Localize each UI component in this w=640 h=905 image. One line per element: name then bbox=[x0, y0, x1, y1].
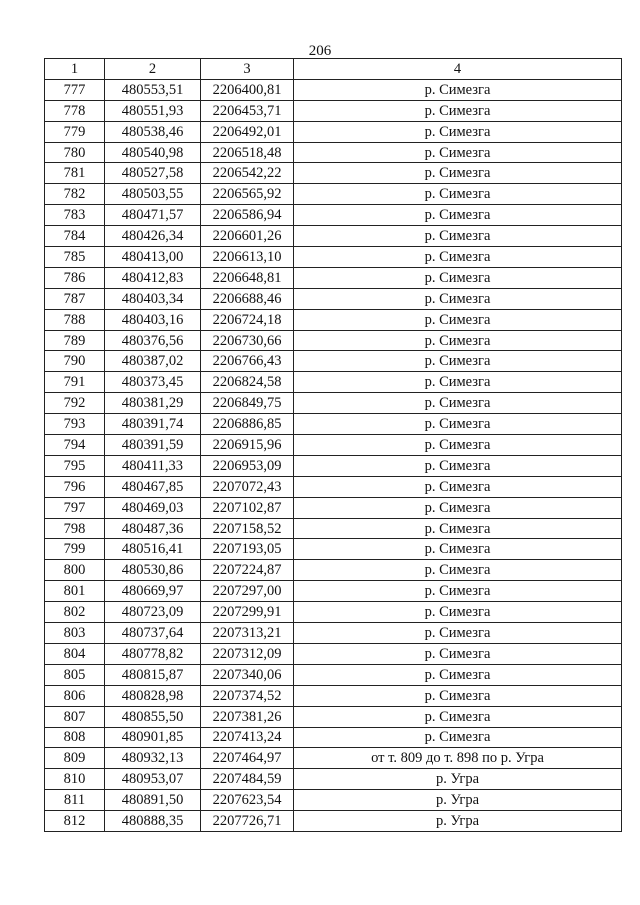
description-cell: р. Симезга bbox=[294, 685, 622, 706]
x-coordinate-cell: 480901,85 bbox=[105, 727, 201, 748]
description-cell: р. Симезга bbox=[294, 184, 622, 205]
point-number-cell: 783 bbox=[45, 205, 105, 226]
table-row bbox=[45, 372, 622, 393]
x-coordinate-cell: 480778,82 bbox=[105, 643, 201, 664]
y-coordinate-cell: 2207623,54 bbox=[201, 790, 294, 811]
point-number-cell: 803 bbox=[45, 623, 105, 644]
table-row bbox=[45, 518, 622, 539]
point-number-cell: 792 bbox=[45, 393, 105, 414]
y-coordinate-cell: 2207413,24 bbox=[201, 727, 294, 748]
table-row bbox=[45, 163, 622, 184]
point-number-cell: 786 bbox=[45, 267, 105, 288]
point-number-cell: 797 bbox=[45, 497, 105, 518]
table-row bbox=[45, 205, 622, 226]
x-coordinate-cell: 480669,97 bbox=[105, 581, 201, 602]
page-number: 206 bbox=[308, 43, 332, 59]
x-coordinate-cell: 480391,74 bbox=[105, 414, 201, 435]
x-coordinate-cell: 480411,33 bbox=[105, 455, 201, 476]
table-row bbox=[45, 664, 622, 685]
description-cell: р. Симезга bbox=[294, 435, 622, 456]
table-row bbox=[45, 602, 622, 623]
point-number-cell: 787 bbox=[45, 288, 105, 309]
table-row bbox=[45, 643, 622, 664]
y-coordinate-cell: 2206953,09 bbox=[201, 455, 294, 476]
description-cell: от т. 809 до т. 898 по р. Угра bbox=[294, 748, 622, 769]
y-coordinate-cell: 2207340,06 bbox=[201, 664, 294, 685]
x-coordinate-cell: 480551,93 bbox=[105, 100, 201, 121]
y-coordinate-cell: 2206849,75 bbox=[201, 393, 294, 414]
table-row bbox=[45, 435, 622, 456]
point-number-cell: 789 bbox=[45, 330, 105, 351]
table-row bbox=[45, 790, 622, 811]
y-coordinate-cell: 2206586,94 bbox=[201, 205, 294, 226]
y-coordinate-cell: 2206730,66 bbox=[201, 330, 294, 351]
description-cell: р. Симезга bbox=[294, 727, 622, 748]
table-row bbox=[45, 226, 622, 247]
table-body bbox=[45, 79, 622, 831]
description-cell: р. Симезга bbox=[294, 226, 622, 247]
table-header bbox=[45, 59, 622, 80]
y-coordinate-cell: 2207484,59 bbox=[201, 769, 294, 790]
description-cell: р. Симезга bbox=[294, 393, 622, 414]
point-number-cell: 795 bbox=[45, 455, 105, 476]
description-cell: р. Угра bbox=[294, 811, 622, 832]
y-coordinate-cell: 2207726,71 bbox=[201, 811, 294, 832]
point-number-cell: 788 bbox=[45, 309, 105, 330]
point-number-cell: 796 bbox=[45, 476, 105, 497]
description-cell: р. Симезга bbox=[294, 539, 622, 560]
point-number-cell: 785 bbox=[45, 247, 105, 268]
x-coordinate-cell: 480891,50 bbox=[105, 790, 201, 811]
point-number-cell: 800 bbox=[45, 560, 105, 581]
y-coordinate-cell: 2206688,46 bbox=[201, 288, 294, 309]
description-cell: р. Симезга bbox=[294, 267, 622, 288]
x-coordinate-cell: 480932,13 bbox=[105, 748, 201, 769]
y-coordinate-cell: 2207299,91 bbox=[201, 602, 294, 623]
x-coordinate-cell: 480467,85 bbox=[105, 476, 201, 497]
point-number-cell: 798 bbox=[45, 518, 105, 539]
description-cell: р. Симезга bbox=[294, 497, 622, 518]
description-cell: р. Симезга bbox=[294, 205, 622, 226]
x-coordinate-cell: 480737,64 bbox=[105, 623, 201, 644]
x-coordinate-cell: 480888,35 bbox=[105, 811, 201, 832]
point-number-cell: 804 bbox=[45, 643, 105, 664]
description-cell: р. Угра bbox=[294, 790, 622, 811]
point-number-cell: 806 bbox=[45, 685, 105, 706]
point-number-cell: 801 bbox=[45, 581, 105, 602]
table-row bbox=[45, 288, 622, 309]
description-cell: р. Симезга bbox=[294, 455, 622, 476]
table-row bbox=[45, 351, 622, 372]
x-coordinate-cell: 480855,50 bbox=[105, 706, 201, 727]
table-row bbox=[45, 685, 622, 706]
y-coordinate-cell: 2207381,26 bbox=[201, 706, 294, 727]
x-coordinate-cell: 480487,36 bbox=[105, 518, 201, 539]
point-number-cell: 810 bbox=[45, 769, 105, 790]
x-coordinate-cell: 480723,09 bbox=[105, 602, 201, 623]
header-point-number: 1 bbox=[45, 59, 105, 80]
description-cell: р. Симезга bbox=[294, 288, 622, 309]
y-coordinate-cell: 2207102,87 bbox=[201, 497, 294, 518]
y-coordinate-cell: 2206518,48 bbox=[201, 142, 294, 163]
point-number-cell: 799 bbox=[45, 539, 105, 560]
point-number-cell: 811 bbox=[45, 790, 105, 811]
x-coordinate-cell: 480387,02 bbox=[105, 351, 201, 372]
table-row bbox=[45, 497, 622, 518]
table-row bbox=[45, 623, 622, 644]
y-coordinate-cell: 2207464,97 bbox=[201, 748, 294, 769]
x-coordinate-cell: 480527,58 bbox=[105, 163, 201, 184]
x-coordinate-cell: 480403,16 bbox=[105, 309, 201, 330]
x-coordinate-cell: 480376,56 bbox=[105, 330, 201, 351]
y-coordinate-cell: 2207158,52 bbox=[201, 518, 294, 539]
table-row bbox=[45, 330, 622, 351]
coordinates-table bbox=[44, 58, 622, 832]
point-number-cell: 777 bbox=[45, 79, 105, 100]
x-coordinate-cell: 480426,34 bbox=[105, 226, 201, 247]
point-number-cell: 790 bbox=[45, 351, 105, 372]
table-row bbox=[45, 539, 622, 560]
x-coordinate-cell: 480373,45 bbox=[105, 372, 201, 393]
table-row bbox=[45, 267, 622, 288]
table-row bbox=[45, 142, 622, 163]
description-cell: р. Симезга bbox=[294, 100, 622, 121]
y-coordinate-cell: 2206766,43 bbox=[201, 351, 294, 372]
x-coordinate-cell: 480953,07 bbox=[105, 769, 201, 790]
table-row bbox=[45, 476, 622, 497]
x-coordinate-cell: 480391,59 bbox=[105, 435, 201, 456]
header-row bbox=[45, 59, 622, 80]
point-number-cell: 782 bbox=[45, 184, 105, 205]
description-cell: р. Симезга bbox=[294, 142, 622, 163]
description-cell: р. Симезга bbox=[294, 643, 622, 664]
x-coordinate-cell: 480516,41 bbox=[105, 539, 201, 560]
header-description: 4 bbox=[294, 59, 622, 80]
description-cell: р. Угра bbox=[294, 769, 622, 790]
y-coordinate-cell: 2206400,81 bbox=[201, 79, 294, 100]
description-cell: р. Симезга bbox=[294, 518, 622, 539]
y-coordinate-cell: 2207072,43 bbox=[201, 476, 294, 497]
x-coordinate-cell: 480413,00 bbox=[105, 247, 201, 268]
x-coordinate-cell: 480530,86 bbox=[105, 560, 201, 581]
y-coordinate-cell: 2206886,85 bbox=[201, 414, 294, 435]
y-coordinate-cell: 2206601,26 bbox=[201, 226, 294, 247]
x-coordinate-cell: 480469,03 bbox=[105, 497, 201, 518]
y-coordinate-cell: 2207312,09 bbox=[201, 643, 294, 664]
table-row bbox=[45, 393, 622, 414]
table-row bbox=[45, 560, 622, 581]
x-coordinate-cell: 480471,57 bbox=[105, 205, 201, 226]
x-coordinate-cell: 480503,55 bbox=[105, 184, 201, 205]
table-row bbox=[45, 247, 622, 268]
table-row bbox=[45, 414, 622, 435]
description-cell: р. Симезга bbox=[294, 706, 622, 727]
description-cell: р. Симезга bbox=[294, 602, 622, 623]
description-cell: р. Симезга bbox=[294, 372, 622, 393]
description-cell: р. Симезга bbox=[294, 309, 622, 330]
description-cell: р. Симезга bbox=[294, 623, 622, 644]
description-cell: р. Симезга bbox=[294, 664, 622, 685]
description-cell: р. Симезга bbox=[294, 121, 622, 142]
table-row bbox=[45, 455, 622, 476]
description-cell: р. Симезга bbox=[294, 247, 622, 268]
point-number-cell: 778 bbox=[45, 100, 105, 121]
point-number-cell: 808 bbox=[45, 727, 105, 748]
point-number-cell: 781 bbox=[45, 163, 105, 184]
description-cell: р. Симезга bbox=[294, 476, 622, 497]
y-coordinate-cell: 2206824,58 bbox=[201, 372, 294, 393]
point-number-cell: 809 bbox=[45, 748, 105, 769]
x-coordinate-cell: 480412,83 bbox=[105, 267, 201, 288]
x-coordinate-cell: 480538,46 bbox=[105, 121, 201, 142]
description-cell: р. Симезга bbox=[294, 414, 622, 435]
table-row bbox=[45, 769, 622, 790]
point-number-cell: 791 bbox=[45, 372, 105, 393]
description-cell: р. Симезга bbox=[294, 351, 622, 372]
description-cell: р. Симезга bbox=[294, 581, 622, 602]
x-coordinate-cell: 480815,87 bbox=[105, 664, 201, 685]
x-coordinate-cell: 480553,51 bbox=[105, 79, 201, 100]
point-number-cell: 794 bbox=[45, 435, 105, 456]
table-row bbox=[45, 811, 622, 832]
point-number-cell: 779 bbox=[45, 121, 105, 142]
point-number-cell: 793 bbox=[45, 414, 105, 435]
y-coordinate-cell: 2206492,01 bbox=[201, 121, 294, 142]
description-cell: р. Симезга bbox=[294, 163, 622, 184]
header-x-coordinate: 2 bbox=[105, 59, 201, 80]
y-coordinate-cell: 2206915,96 bbox=[201, 435, 294, 456]
y-coordinate-cell: 2207374,52 bbox=[201, 685, 294, 706]
y-coordinate-cell: 2206648,81 bbox=[201, 267, 294, 288]
y-coordinate-cell: 2207193,05 bbox=[201, 539, 294, 560]
y-coordinate-cell: 2206724,18 bbox=[201, 309, 294, 330]
table-row bbox=[45, 100, 622, 121]
y-coordinate-cell: 2206565,92 bbox=[201, 184, 294, 205]
table-row bbox=[45, 79, 622, 100]
point-number-cell: 812 bbox=[45, 811, 105, 832]
y-coordinate-cell: 2207297,00 bbox=[201, 581, 294, 602]
header-y-coordinate: 3 bbox=[201, 59, 294, 80]
description-cell: р. Симезга bbox=[294, 560, 622, 581]
table-row bbox=[45, 121, 622, 142]
description-cell: р. Симезга bbox=[294, 79, 622, 100]
table-row bbox=[45, 706, 622, 727]
table-row bbox=[45, 581, 622, 602]
description-cell: р. Симезга bbox=[294, 330, 622, 351]
point-number-cell: 805 bbox=[45, 664, 105, 685]
point-number-cell: 802 bbox=[45, 602, 105, 623]
point-number-cell: 807 bbox=[45, 706, 105, 727]
x-coordinate-cell: 480540,98 bbox=[105, 142, 201, 163]
table-row bbox=[45, 727, 622, 748]
y-coordinate-cell: 2206453,71 bbox=[201, 100, 294, 121]
table-row bbox=[45, 748, 622, 769]
x-coordinate-cell: 480381,29 bbox=[105, 393, 201, 414]
point-number-cell: 784 bbox=[45, 226, 105, 247]
x-coordinate-cell: 480403,34 bbox=[105, 288, 201, 309]
y-coordinate-cell: 2207313,21 bbox=[201, 623, 294, 644]
table-row bbox=[45, 309, 622, 330]
y-coordinate-cell: 2206542,22 bbox=[201, 163, 294, 184]
y-coordinate-cell: 2207224,87 bbox=[201, 560, 294, 581]
y-coordinate-cell: 2206613,10 bbox=[201, 247, 294, 268]
table-row bbox=[45, 184, 622, 205]
x-coordinate-cell: 480828,98 bbox=[105, 685, 201, 706]
point-number-cell: 780 bbox=[45, 142, 105, 163]
